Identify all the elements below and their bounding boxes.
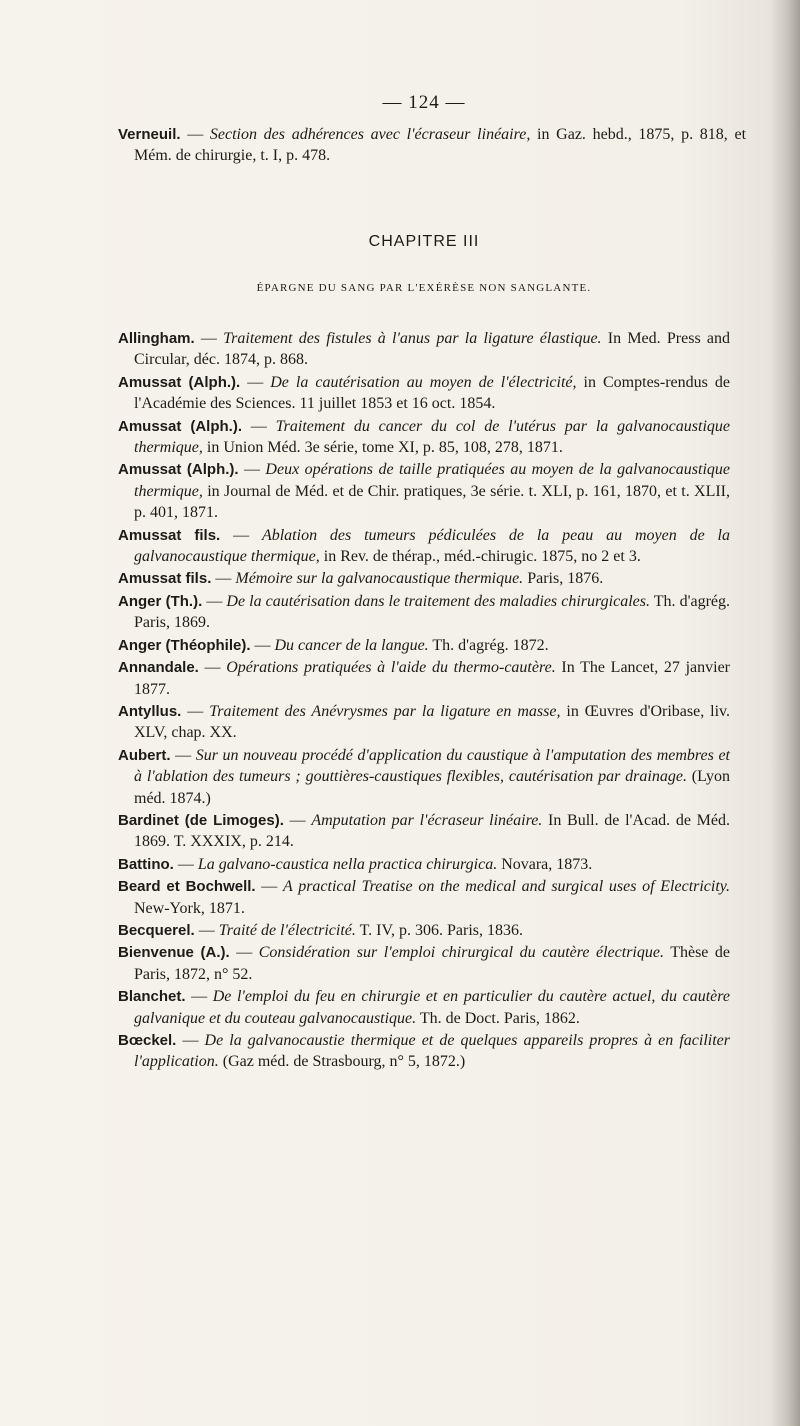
entry-author: Beard et Bochwell. <box>118 878 256 896</box>
entry-title: Traitement des fistules à l'anus par la ligature élastique. <box>223 330 602 347</box>
entry-author: Annandale. <box>118 659 199 677</box>
entry-publication: Th. d'agrég. 1872. <box>428 636 549 654</box>
entry-publication: New-York, 1871. <box>134 899 245 917</box>
entry-title: Traité de l'électricité. <box>218 921 356 939</box>
entry-publication: Th. d'agrég. Paris, 1869. <box>134 592 731 632</box>
entry-author: Aubert. <box>118 746 171 764</box>
entry-publication: in Œuvres d'Oribase, liv. XLV, chap. XX. <box>134 702 730 742</box>
entry-author: Anger (Théophile). <box>118 636 251 654</box>
entry-publication: Novara, 1873. <box>497 855 593 873</box>
bibliography-entry: Amussat fils. — Ablation des tumeurs pédiculées de la peau au moyen de la galvanocaustique thermique, in Rev. de thérap., méd.-chirugic. 1875, no 2 et 3. <box>118 526 731 566</box>
bibliography-entry: Blanchet. — De l'emploi du feu en chirurgie et en particulier du cautère actuel, du cautère galvanique et du couteau galvanocaustique. Th. de Doct. Paris, 1862. <box>118 988 730 1027</box>
chapter-title: CHAPITRE III <box>368 233 480 250</box>
entry-title: De la galvanocaustie thermique et de quelques appareils propres à en faciliter l'application. <box>134 1032 731 1071</box>
entry-title: Ablation des tumeurs pédiculées de la peau au moyen de la galvanocaustique thermique, <box>134 526 731 566</box>
entry-title: La galvano-caustica nella practica chirurgica. <box>197 855 498 873</box>
entry-author: Amussat (Alph.). <box>118 417 242 435</box>
entry-author: Verneuil. <box>118 126 181 143</box>
entry-publication: T. IV, p. 306. Paris, 1836. <box>355 921 523 939</box>
bibliography-entry: Amussat (Alph.). — De la cautérisation au moyen de l'électricité, in Comptes-rendus de l'Académie des Sciences. 11 juillet 1853 et 16 oct. 1854. <box>118 373 730 413</box>
entry-title: Opérations pratiquées à l'aide du thermo-cautère. <box>226 659 556 677</box>
entry-title: Sur un nouveau procédé d'application du caustique à l'amputation des membres et à l'ablation des tumeurs ; gouttières-caustiques flexibles, cautérisation par drainage. <box>134 746 731 786</box>
entry-title: A practical Treatise on the medical and surgical uses of Electricity. <box>283 878 731 896</box>
entry-author: Becquerel. <box>118 921 195 939</box>
entry-title: De la cautérisation dans le traitement des maladies chirurgicales. <box>226 592 650 610</box>
entry-publication: (Gaz méd. de Strasbourg, n° 5, 1872.) <box>218 1053 466 1071</box>
bibliography-entry: Bœckel. — De la galvanocaustie thermique et de quelques appareils propres à en faciliter l'application. (Gaz méd. de Strasbourg, n° 5, 1872.) <box>118 1032 731 1071</box>
entry-title: Mémoire sur la galvanocaustique thermique. <box>235 570 524 588</box>
entry-author: Bœckel. <box>118 1032 177 1049</box>
entry-publication: Paris, 1876. <box>523 570 604 588</box>
page-edge-shadow <box>770 0 800 1426</box>
bibliography-entry: Beard et Bochwell. — A practical Treatise on the medical and surgical uses of Electricity. New-York, 1871. <box>118 878 731 917</box>
entry-publication: In The Lancet, 27 janvier 1877. <box>134 659 731 698</box>
entry-author: Bardinet (de Limoges). <box>118 811 284 829</box>
entry-author: Allingham. <box>118 330 195 347</box>
entry-title: Traitement du cancer du col de l'utérus par la galvanocaustique thermique, <box>134 417 730 457</box>
entry-title: Section des adhérences avec l'écraseur linéaire, <box>209 126 531 143</box>
entry-author: Amussat fils. <box>118 570 212 588</box>
entry-publication: In Bull. de l'Acad. de Méd. 1869. T. XXXIX, p. 214. <box>134 811 730 851</box>
entry-author: Battino. <box>118 855 174 873</box>
entry-publication: Thèse de Paris, 1872, n° 52. <box>134 944 731 983</box>
entry-title: De la cautérisation au moyen de l'électricité, <box>270 373 577 391</box>
bibliography-entry: Allingham. — Traitement des fistules à l'anus par la ligature élastique. In Med. Press and Circular, déc. 1874, p. 868. <box>118 330 730 369</box>
bibliography-entry: Anger (Th.). — De la cautérisation dans le traitement des maladies chirurgicales. Th. d'agrég. Paris, 1869. <box>118 592 731 632</box>
bibliography-list <box>118 328 730 1074</box>
entry-title: Deux opérations de taille pratiquées au moyen de la galvanocaustique thermique, <box>134 461 731 500</box>
entry-author: Antyllus. <box>118 702 182 720</box>
bibliography-entry-verneuil: Verneuil. — Section des adhérences avec l'écraseur linéaire, in Gaz. hebd., 1875, p. 818, et Mém. de chirurgie, t. I, p. 478. <box>118 126 747 165</box>
entry-publication: In Med. Press and Circular, déc. 1874, p. 868. <box>134 330 730 369</box>
bibliography-entry: Battino. — La galvano-caustica nella practica chirurgica. Novara, 1873. <box>118 855 593 873</box>
entry-title: Considération sur l'emploi chirurgical du cautère électrique. <box>258 944 664 962</box>
entry-author: Amussat fils. <box>118 526 221 544</box>
chapter-subtitle: ÉPARGNE DU SANG PAR L'EXÉRÈSE NON SANGLANTE. <box>256 282 592 294</box>
bibliography-entry: Aubert. — Sur un nouveau procédé d'application du caustique à l'amputation des membres et à l'ablation des tumeurs ; gouttières-caustiques flexibles, cautérisation par drainage. (Lyon méd. 1874.) <box>118 746 731 807</box>
entry-title: Traitement des Anévrysmes par la ligature en masse, <box>209 702 561 720</box>
bibliography-entry: Annandale. — Opérations pratiquées à l'aide du thermo-cautère. In The Lancet, 27 janvier 1877. <box>118 659 731 698</box>
bibliography-entry: Becquerel. — Traité de l'électricité. T. IV, p. 306. Paris, 1836. <box>118 921 523 939</box>
entry-author: Anger (Th.). <box>118 592 203 610</box>
bibliography-entry: Bienvenue (A.). — Considération sur l'emploi chirurgical du cautère électrique. Thèse de Paris, 1872, n° 52. <box>118 944 731 983</box>
entry-title: De l'emploi du feu en chirurgie et en particulier du cautère actuel, du cautère galvanique et du couteau galvanocaustique. <box>134 988 730 1027</box>
entry-title: Du cancer de la langue. <box>274 636 429 654</box>
bibliography-entry: Amussat (Alph.). — Deux opérations de taille pratiquées au moyen de la galvanocaustique thermique, in Journal de Méd. et de Chir. pratiques, 3e série. t. XLI, p. 161, 1870, et t. XLII, p. 401, 1871. <box>118 461 731 522</box>
entry-publication: (Lyon méd. 1874.) <box>134 768 731 807</box>
entry-publication: in Gaz. hebd., 1875, p. 818, et Mém. de chirurgie, t. I, p. 478. <box>134 126 747 165</box>
entry-author: Amussat (Alph.). <box>118 373 241 391</box>
entry-publication: in Union Méd. 3e série, tome XI, p. 85, 108, 278, 1871. <box>202 439 563 457</box>
entry-author: Blanchet. <box>118 988 186 1006</box>
entry-publication: in Journal de Méd. et de Chir. pratiques, 3e série. t. XLI, p. 161, 1870, et t. XLII, p. 401, 1871. <box>134 482 730 522</box>
page-number: — 124 — <box>382 92 466 113</box>
entry-publication: Th. de Doct. Paris, 1862. <box>416 1009 580 1027</box>
entry-author: Bienvenue (A.). <box>118 944 230 962</box>
bibliography-entry: Antyllus. — Traitement des Anévrysmes par la ligature en masse, in Œuvres d'Oribase, liv. XLV, chap. XX. <box>118 702 730 742</box>
bibliography-entry: Amussat (Alph.). — Traitement du cancer du col de l'utérus par la galvanocaustique thermique, in Union Méd. 3e série, tome XI, p. 85, 108, 278, 1871. <box>118 417 730 457</box>
bibliography-entry: Bardinet (de Limoges). — Amputation par l'écraseur linéaire. In Bull. de l'Acad. de Méd. 1869. T. XXXIX, p. 214. <box>118 811 730 851</box>
bibliography-entry: Amussat fils. — Mémoire sur la galvanocaustique thermique. Paris, 1876. <box>118 570 604 588</box>
entry-publication: in Comptes-rendus de l'Académie des Sciences. 11 juillet 1853 et 16 oct. 1854. <box>134 373 730 413</box>
entry-title: Amputation par l'écraseur linéaire. <box>311 811 543 829</box>
entry-publication: in Rev. de thérap., méd.-chirugic. 1875, no 2 et 3. <box>319 548 641 566</box>
entry-author: Amussat (Alph.). <box>118 461 239 479</box>
bibliography-entry: Anger (Théophile). — Du cancer de la langue. Th. d'agrég. 1872. <box>118 636 549 654</box>
